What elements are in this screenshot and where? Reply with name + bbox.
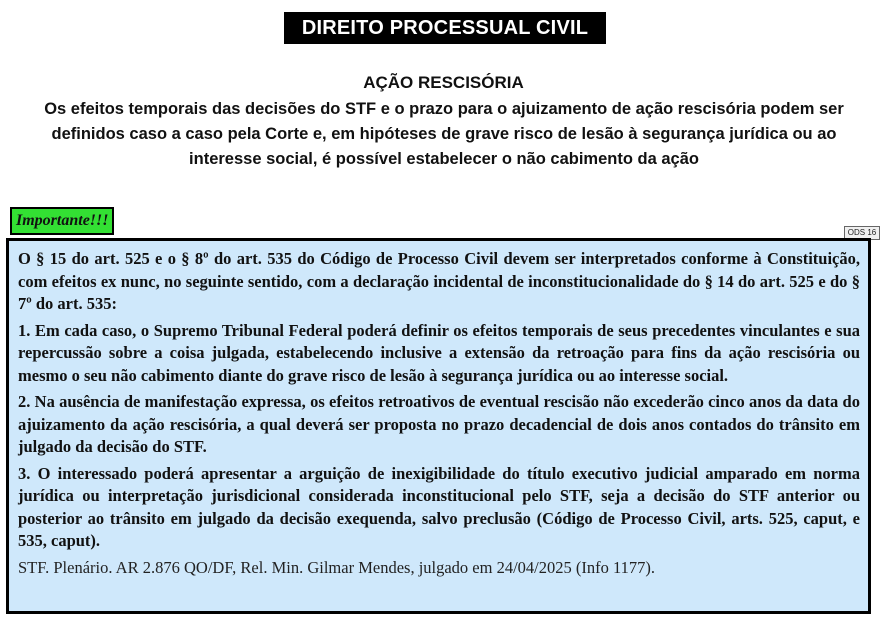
thesis-item-2: 2. Na ausência de manifestação expressa, os efeitos retroativos de eventual rescisão não excederão cinco anos da data do ajuizamento da ação rescisória, a qual deverá ser proposta no prazo decadencial de dois anos contados do trânsito em julgado da decisão do STF. — [18, 392, 860, 456]
case-citation: STF. Plenário. AR 2.876 QO/DF, Rel. Min. Gilmar Mendes, julgado em 24/04/2025 (Info 1177). — [18, 557, 655, 577]
thesis-item-1: 1. Em cada caso, o Supremo Tribunal Federal poderá definir os efeitos temporais de seus precedentes vinculantes e sua repercussão sobre a coisa julgada, estabelecendo inclusive a extensão da retroação para fins da ação rescisória ou mesmo o seu não cabimento diante do grave risco de lesão à segurança jurídica ou ao interesse social. — [18, 320, 860, 385]
important-tag: Importante!!! — [10, 207, 114, 235]
thesis-intro: O § 15 do art. 525 e o § 8º do art. 535 do Código de Processo Civil devem ser interpretados conforme à Constituição, com efeitos ex nunc, no seguinte sentido, com a declaração incidental de inconstitucionalidade do § 14 do art. 525 e do § 7º do art. 535: — [18, 249, 860, 313]
topic-summary: Os efeitos temporais das decisões do STF e o prazo para o ajuizamento de ação rescisória podem ser definidos caso a caso pela Corte e, em hipóteses de grave risco de lesão à segurança jurídica ou ao interesse social, é possível estabelecer o não cabimento da ação — [44, 100, 844, 168]
section-banner: DIREITO PROCESSUAL CIVIL — [284, 12, 606, 44]
thesis-box — [6, 238, 871, 614]
topic-title: AÇÃO RESCISÓRIA — [363, 73, 524, 92]
ods-badge: ODS 16 — [844, 226, 880, 240]
thesis-item-3: 3. O interessado poderá apresentar a arguição de inexigibilidade do título executivo judicial amparado em norma jurídica ou interpretação jurisdicional considerada inconstitucional pelo STF, seja a decisão do STF anterior ou posterior ao trânsito em julgado da decisão exequenda, salvo preclusão (Código de Processo Civil, arts. 525, caput, e 535, caput). — [18, 463, 860, 550]
